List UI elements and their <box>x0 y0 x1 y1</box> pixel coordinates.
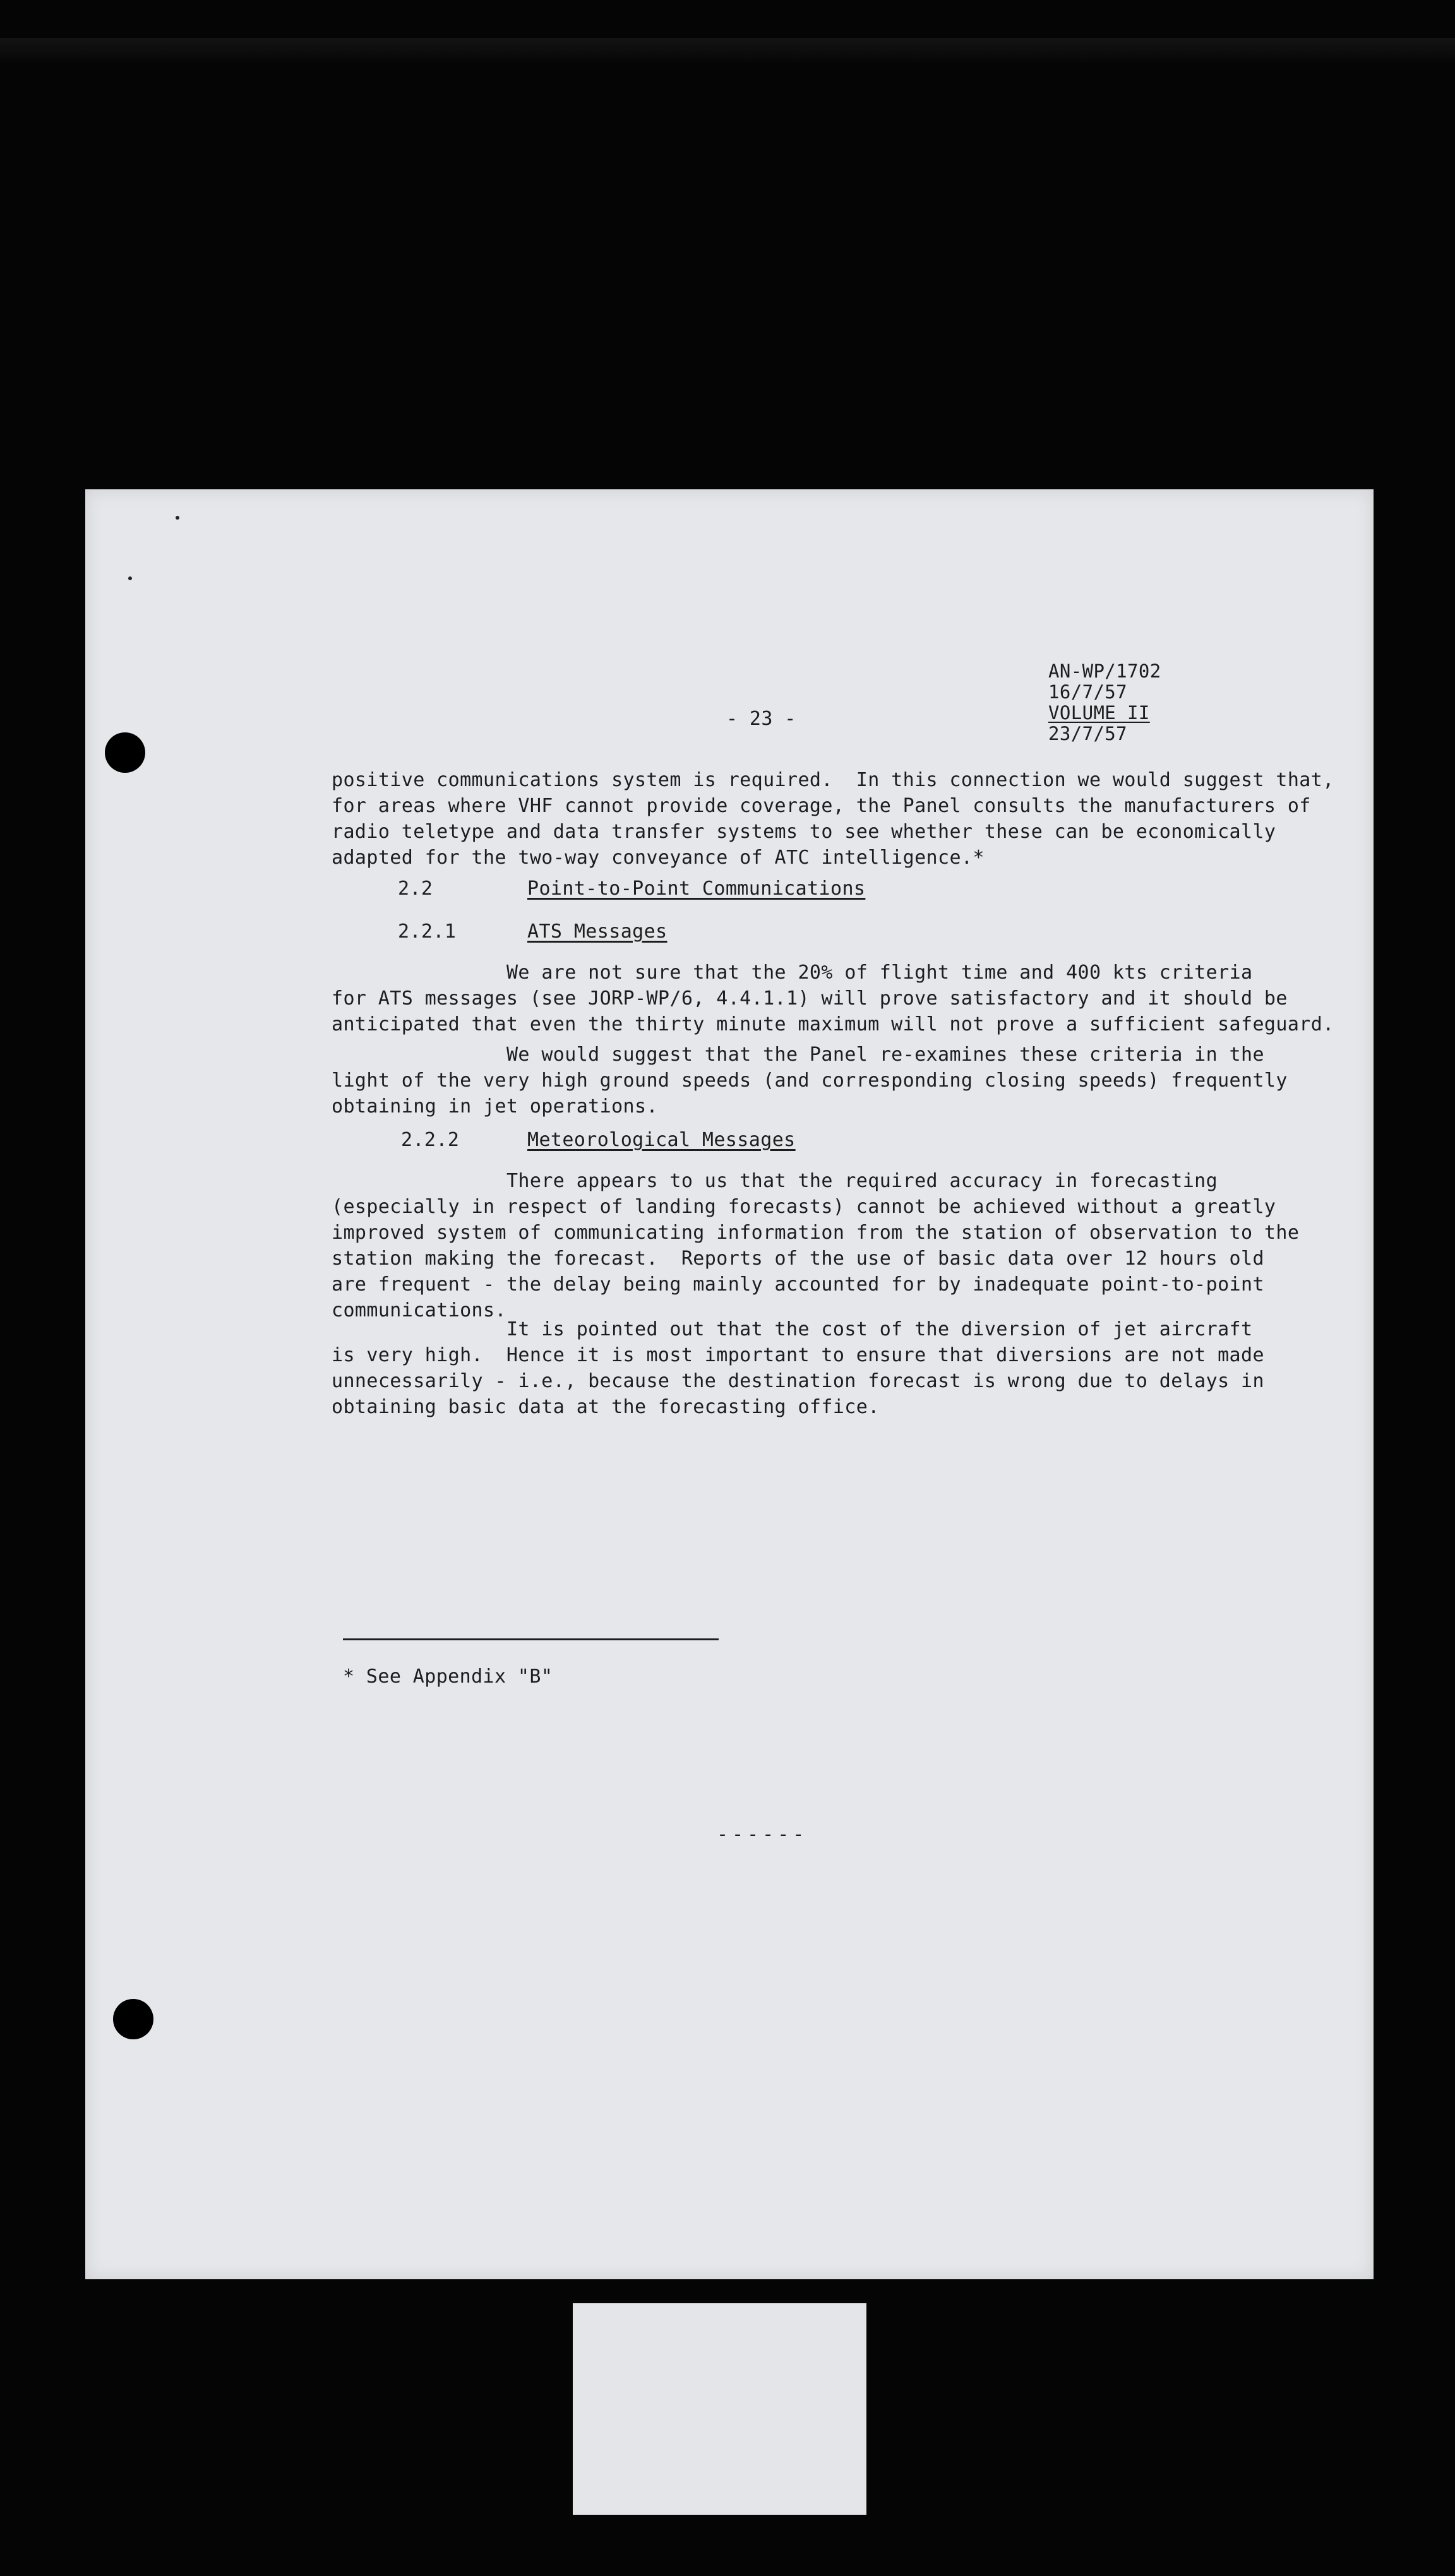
section-number-2-2: 2.2 <box>398 878 433 900</box>
film-edge <box>0 38 1455 63</box>
document-page <box>85 489 1374 2279</box>
ref-volume: VOLUME II <box>1048 702 1150 724</box>
punch-hole-bottom <box>113 1999 153 2039</box>
paragraph-continued: positive communications system is required. In this connection we would suggest that, for areas where VHF cannot provide coverage, the Panel consults the manufacturers of radio teletype and data transfer systems to see whether these can be economically adapted for the two-way conveyance of ATC intelligence.* <box>332 769 1334 869</box>
section-number-2-2-2: 2.2.2 <box>401 1129 460 1151</box>
footnote-divider <box>343 1638 719 1640</box>
section-title-2-2-2: Meteorological Messages <box>527 1129 796 1151</box>
footnote: * See Appendix "B" <box>343 1666 553 1688</box>
paper-speck <box>128 576 132 580</box>
ref-date: 16/7/57 <box>1048 681 1128 703</box>
punch-hole-top <box>105 732 145 773</box>
paper-speck <box>176 516 179 520</box>
paragraph-ats-1: We are not sure that the 20% of flight time and 400 kts criteria for ATS messages (see JORP-WP/6, 4.4.1.1) will prove satisfactory and it should be anticipated that even the thirty minute maximum will not prove a sufficient safeguard. <box>332 962 1334 1035</box>
document-reference <box>1048 661 1161 744</box>
paragraph-met-1: There appears to us that the required accuracy in forecasting (especially in respect of landing forecasts) cannot be achieved without a greatly improved system of communicating information from the station of observation to the station making the forecast. Reports of the use of basic data over 12 hours old are frequent - the delay being mainly accounted for by inadequate point-to-point communications. <box>332 1170 1300 1321</box>
page-number: - 23 - <box>726 708 796 730</box>
section-title-2-2-1: ATS Messages <box>527 921 668 943</box>
section-title-2-2: Point-to-Point Communications <box>527 878 866 900</box>
blank-card-slip <box>573 2303 866 2515</box>
ref-revision-date: 23/7/57 <box>1048 723 1128 744</box>
section-number-2-2-1: 2.2.1 <box>398 921 457 943</box>
ref-doc-number: AN-WP/1702 <box>1048 660 1161 682</box>
paragraph-ats-2: We would suggest that the Panel re-examines these criteria in the light of the very high ground speeds (and corresponding closing speeds) frequently obtaining in jet operations. <box>332 1044 1288 1118</box>
paragraph-met-2: It is pointed out that the cost of the diversion of jet aircraft is very high. Hence it is most important to ensure that diversions are not made unnecessarily - i.e., because the destination forecast is wrong due to delays in obtaining basic data at the forecasting office. <box>332 1318 1264 1418</box>
end-of-section-mark: ------ <box>717 1823 808 1846</box>
